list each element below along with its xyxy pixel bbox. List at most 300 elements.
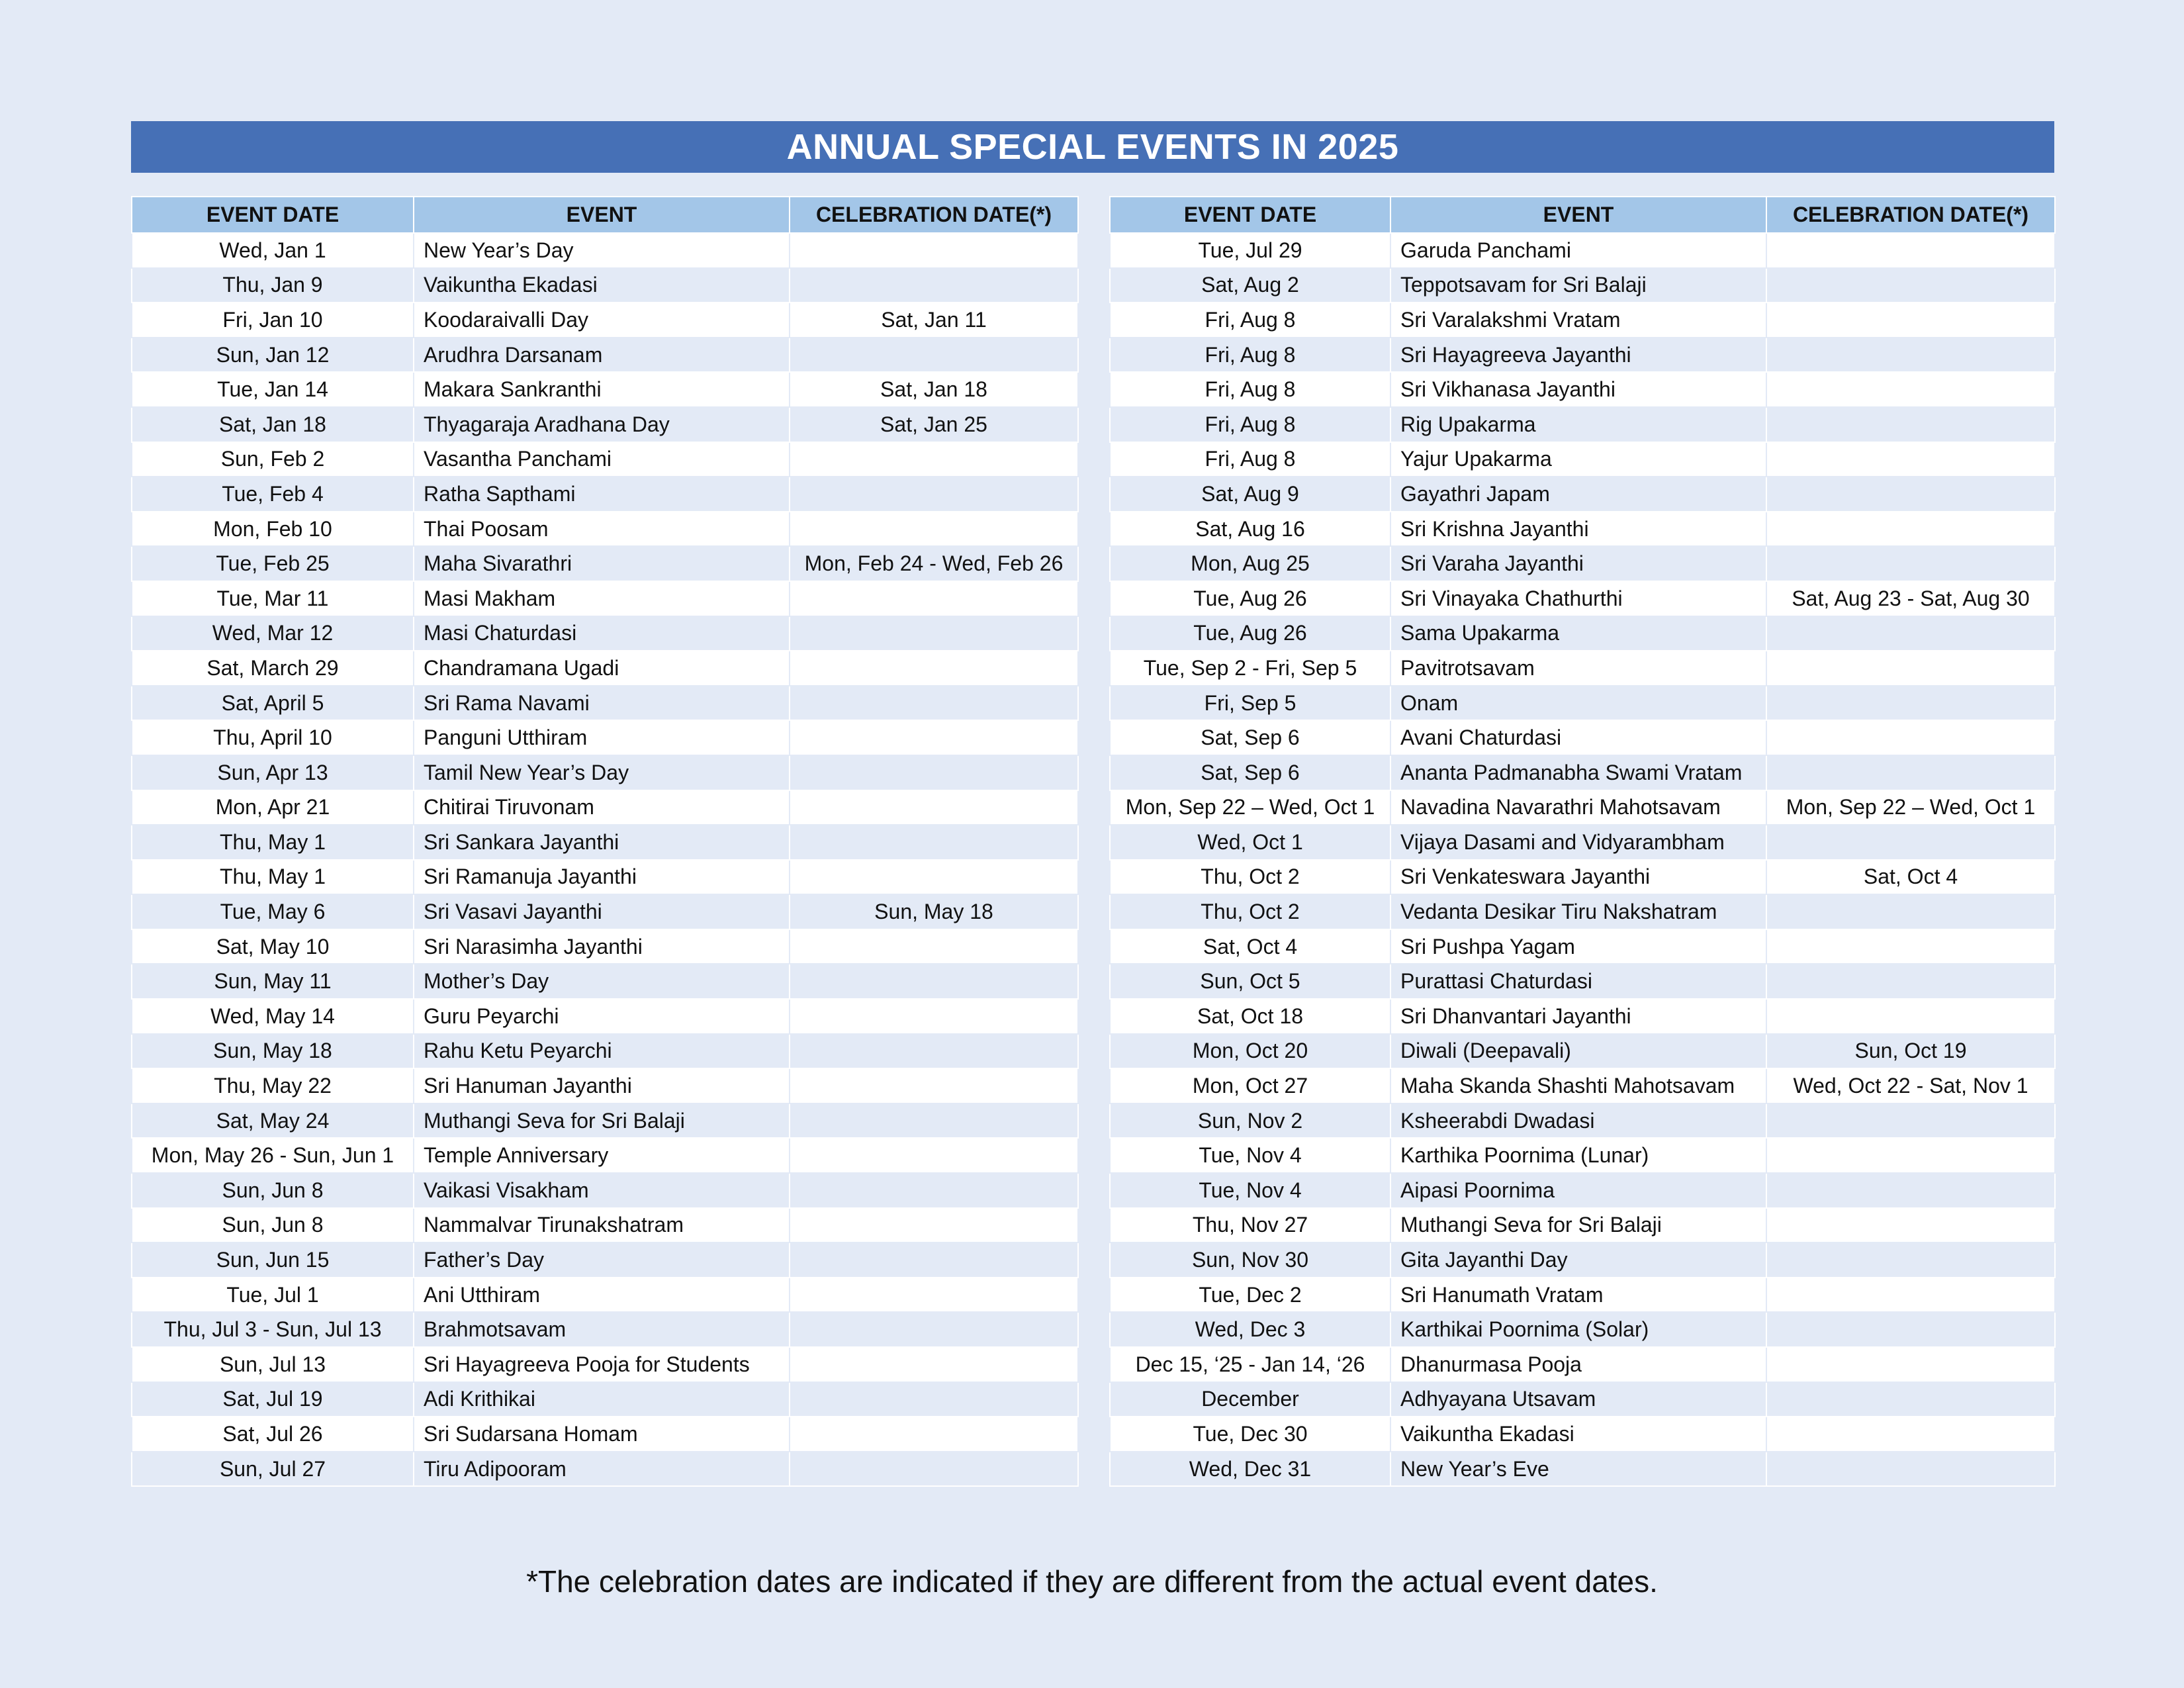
event-date-cell: Thu, May 1 <box>132 860 414 895</box>
table-row <box>1110 860 2055 895</box>
event-date-cell: Mon, Oct 27 <box>1110 1068 1390 1103</box>
event-date-cell: Sun, Jan 12 <box>132 338 414 373</box>
event-name-cell: Sri Vasavi Jayanthi <box>414 894 790 929</box>
header-event-date: EVENT DATE <box>1110 197 1390 233</box>
event-name-cell: Father’s Day <box>414 1243 790 1278</box>
table-row <box>1110 651 2055 686</box>
event-name-cell: Vijaya Dasami and Vidyarambham <box>1390 825 1766 860</box>
celebration-date-cell <box>790 1068 1078 1103</box>
event-name-cell: Karthika Poornima (Lunar) <box>1390 1138 1766 1173</box>
table-row <box>132 1452 1078 1487</box>
event-date-cell: Sat, May 10 <box>132 929 414 964</box>
celebration-date-cell <box>1766 825 2055 860</box>
table-row <box>1110 512 2055 547</box>
celebration-date-cell <box>1766 268 2055 303</box>
event-date-cell: Thu, Oct 2 <box>1110 894 1390 929</box>
event-date-cell: Thu, Oct 2 <box>1110 860 1390 895</box>
event-name-cell: Rig Upakarma <box>1390 407 1766 442</box>
event-name-cell: Chitirai Tiruvonam <box>414 790 790 825</box>
event-name-cell: Chandramana Ugadi <box>414 651 790 686</box>
event-date-cell: Sun, May 11 <box>132 964 414 999</box>
table-row <box>132 303 1078 338</box>
celebration-date-cell <box>1766 1173 2055 1208</box>
event-name-cell: Pavitrotsavam <box>1390 651 1766 686</box>
event-date-cell: Sat, Aug 16 <box>1110 512 1390 547</box>
event-name-cell: Dhanurmasa Pooja <box>1390 1347 1766 1382</box>
table-row <box>132 616 1078 651</box>
celebration-date-cell: Sun, Oct 19 <box>1766 1034 2055 1069</box>
celebration-date-cell <box>790 651 1078 686</box>
celebration-date-cell <box>790 268 1078 303</box>
event-date-cell: Mon, Oct 20 <box>1110 1034 1390 1069</box>
event-date-cell: Fri, Jan 10 <box>132 303 414 338</box>
event-name-cell: Vaikuntha Ekadasi <box>1390 1417 1766 1452</box>
celebration-date-cell <box>790 1278 1078 1313</box>
event-date-cell: Mon, May 26 - Sun, Jun 1 <box>132 1138 414 1173</box>
celebration-date-cell <box>1766 1208 2055 1243</box>
event-date-cell: Sun, Oct 5 <box>1110 964 1390 999</box>
event-date-cell: Sun, May 18 <box>132 1034 414 1069</box>
table-row <box>132 372 1078 407</box>
table-row <box>1110 442 2055 477</box>
event-date-cell: Wed, Jan 1 <box>132 233 414 268</box>
event-name-cell: Makara Sankranthi <box>414 372 790 407</box>
table-row <box>132 546 1078 581</box>
event-date-cell: Wed, Dec 31 <box>1110 1452 1390 1487</box>
celebration-date-cell <box>1766 1417 2055 1452</box>
event-name-cell: Teppotsavam for Sri Balaji <box>1390 268 1766 303</box>
event-name-cell: Masi Makham <box>414 581 790 616</box>
celebration-date-cell <box>790 1243 1078 1278</box>
celebration-date-cell <box>790 1034 1078 1069</box>
celebration-date-cell <box>1766 1278 2055 1313</box>
table-row <box>132 407 1078 442</box>
event-name-cell: Sri Varaha Jayanthi <box>1390 546 1766 581</box>
event-name-cell: Sama Upakarma <box>1390 616 1766 651</box>
event-date-cell: Tue, Jul 1 <box>132 1278 414 1313</box>
celebration-date-cell <box>790 720 1078 755</box>
table-row <box>1110 1173 2055 1208</box>
event-name-cell: New Year’s Eve <box>1390 1452 1766 1487</box>
header-event-date: EVENT DATE <box>132 197 414 233</box>
event-name-cell: Sri Narasimha Jayanthi <box>414 929 790 964</box>
event-name-cell: Sri Pushpa Yagam <box>1390 929 1766 964</box>
event-date-cell: Fri, Aug 8 <box>1110 407 1390 442</box>
event-name-cell: Sri Dhanvantari Jayanthi <box>1390 999 1766 1034</box>
table-row <box>1110 1417 2055 1452</box>
event-date-cell: Tue, Mar 11 <box>132 581 414 616</box>
table-row <box>132 1347 1078 1382</box>
table-row <box>1110 1068 2055 1103</box>
celebration-date-cell <box>1766 894 2055 929</box>
celebration-date-cell <box>1766 442 2055 477</box>
event-name-cell: Brahmotsavam <box>414 1312 790 1347</box>
celebration-date-cell <box>790 1173 1078 1208</box>
table-row <box>132 720 1078 755</box>
event-date-cell: Dec 15, ‘25 - Jan 14, ‘26 <box>1110 1347 1390 1382</box>
event-date-cell: Tue, Feb 4 <box>132 477 414 512</box>
event-name-cell: Maha Sivarathri <box>414 546 790 581</box>
events-table-left <box>131 196 1079 1487</box>
celebration-date-cell <box>1766 338 2055 373</box>
table-row <box>1110 929 2055 964</box>
event-date-cell: Tue, Dec 2 <box>1110 1278 1390 1313</box>
table-row <box>1110 1452 2055 1487</box>
event-date-cell: Sat, Oct 4 <box>1110 929 1390 964</box>
event-date-cell: Sun, Jun 8 <box>132 1208 414 1243</box>
table-row <box>1110 964 2055 999</box>
event-date-cell: Fri, Sep 5 <box>1110 686 1390 721</box>
table-row <box>132 1382 1078 1417</box>
event-date-cell: Sat, Sep 6 <box>1110 720 1390 755</box>
table-row <box>1110 407 2055 442</box>
event-name-cell: Gita Jayanthi Day <box>1390 1243 1766 1278</box>
event-date-cell: Tue, Jan 14 <box>132 372 414 407</box>
table-row <box>132 1208 1078 1243</box>
celebration-date-cell <box>1766 407 2055 442</box>
table-row <box>132 755 1078 790</box>
event-name-cell: Vedanta Desikar Tiru Nakshatram <box>1390 894 1766 929</box>
celebration-date-cell <box>790 338 1078 373</box>
event-date-cell: Wed, Dec 3 <box>1110 1312 1390 1347</box>
table-row <box>132 1068 1078 1103</box>
table-row <box>132 1138 1078 1173</box>
celebration-date-cell <box>790 1382 1078 1417</box>
event-name-cell: New Year’s Day <box>414 233 790 268</box>
page-title: ANNUAL SPECIAL EVENTS IN 2025 <box>131 121 2054 173</box>
celebration-date-cell <box>1766 1382 2055 1417</box>
celebration-date-cell <box>1766 1312 2055 1347</box>
event-name-cell: Guru Peyarchi <box>414 999 790 1034</box>
table-row <box>132 338 1078 373</box>
celebration-date-cell <box>1766 477 2055 512</box>
event-date-cell: Wed, May 14 <box>132 999 414 1034</box>
header-celebration-date: CELEBRATION DATE(*) <box>790 197 1078 233</box>
event-date-cell: Sat, Jul 19 <box>132 1382 414 1417</box>
event-name-cell: Vaikuntha Ekadasi <box>414 268 790 303</box>
celebration-date-cell <box>790 1417 1078 1452</box>
event-date-cell: Mon, Apr 21 <box>132 790 414 825</box>
table-row <box>1110 1382 2055 1417</box>
celebration-date-cell <box>1766 1103 2055 1139</box>
event-name-cell: Koodaraivalli Day <box>414 303 790 338</box>
event-date-cell: Tue, Jul 29 <box>1110 233 1390 268</box>
celebration-date-cell <box>1766 1243 2055 1278</box>
table-row <box>132 999 1078 1034</box>
event-date-cell: Mon, Feb 10 <box>132 512 414 547</box>
table-row <box>1110 894 2055 929</box>
celebration-date-cell <box>790 1103 1078 1139</box>
table-row <box>132 790 1078 825</box>
event-date-cell: Sun, Nov 30 <box>1110 1243 1390 1278</box>
event-name-cell: Sri Sankara Jayanthi <box>414 825 790 860</box>
table-header-row <box>1110 197 2055 233</box>
celebration-date-cell <box>790 616 1078 651</box>
event-name-cell: Garuda Panchami <box>1390 233 1766 268</box>
event-name-cell: Sri Vinayaka Chathurthi <box>1390 581 1766 616</box>
table-row <box>132 581 1078 616</box>
table-row <box>132 233 1078 268</box>
events-body-right <box>1110 233 2055 1486</box>
event-name-cell: Sri Venkateswara Jayanthi <box>1390 860 1766 895</box>
header-event: EVENT <box>1390 197 1766 233</box>
table-row <box>132 1173 1078 1208</box>
table-row <box>132 512 1078 547</box>
table-row <box>132 1243 1078 1278</box>
event-name-cell: Mother’s Day <box>414 964 790 999</box>
celebration-date-cell <box>790 1208 1078 1243</box>
celebration-date-cell <box>1766 233 2055 268</box>
celebration-date-cell <box>790 1347 1078 1382</box>
event-name-cell: Sri Rama Navami <box>414 686 790 721</box>
event-date-cell: Tue, Sep 2 - Fri, Sep 5 <box>1110 651 1390 686</box>
table-row <box>1110 268 2055 303</box>
table-header-row <box>132 197 1078 233</box>
event-name-cell: Vasantha Panchami <box>414 442 790 477</box>
celebration-date-cell: Sun, May 18 <box>790 894 1078 929</box>
event-name-cell: Thai Poosam <box>414 512 790 547</box>
event-name-cell: Navadina Navarathri Mahotsavam <box>1390 790 1766 825</box>
event-date-cell: Tue, Feb 25 <box>132 546 414 581</box>
event-date-cell: Sun, Apr 13 <box>132 755 414 790</box>
event-date-cell: Thu, Nov 27 <box>1110 1208 1390 1243</box>
table-row <box>1110 1103 2055 1139</box>
table-row <box>1110 581 2055 616</box>
celebration-date-cell <box>1766 616 2055 651</box>
event-name-cell: Vaikasi Visakham <box>414 1173 790 1208</box>
event-date-cell: Sat, Oct 18 <box>1110 999 1390 1034</box>
event-name-cell: Ani Utthiram <box>414 1278 790 1313</box>
table-row <box>132 825 1078 860</box>
table-row <box>1110 790 2055 825</box>
event-date-cell: Sat, Jan 18 <box>132 407 414 442</box>
event-name-cell: Ananta Padmanabha Swami Vratam <box>1390 755 1766 790</box>
event-name-cell: Avani Chaturdasi <box>1390 720 1766 755</box>
event-date-cell: Wed, Oct 1 <box>1110 825 1390 860</box>
event-date-cell: Thu, April 10 <box>132 720 414 755</box>
event-name-cell: Aipasi Poornima <box>1390 1173 1766 1208</box>
event-date-cell: Tue, Nov 4 <box>1110 1138 1390 1173</box>
event-name-cell: Diwali (Deepavali) <box>1390 1034 1766 1069</box>
table-row <box>1110 755 2055 790</box>
event-name-cell: Panguni Utthiram <box>414 720 790 755</box>
table-row <box>132 929 1078 964</box>
celebration-date-cell <box>790 1138 1078 1173</box>
celebration-date-cell <box>790 512 1078 547</box>
celebration-date-cell <box>1766 1347 2055 1382</box>
celebration-date-cell <box>790 442 1078 477</box>
event-name-cell: Sri Hayagreeva Jayanthi <box>1390 338 1766 373</box>
footnote: *The celebration dates are indicated if they are different from the actual event dates. <box>526 1564 1658 1599</box>
celebration-date-cell <box>790 233 1078 268</box>
table-row <box>1110 233 2055 268</box>
event-date-cell: Tue, Nov 4 <box>1110 1173 1390 1208</box>
event-date-cell: Sat, Aug 9 <box>1110 477 1390 512</box>
event-date-cell: Sat, May 24 <box>132 1103 414 1139</box>
table-row <box>1110 338 2055 373</box>
event-date-cell: December <box>1110 1382 1390 1417</box>
header-celebration-date: CELEBRATION DATE(*) <box>1766 197 2055 233</box>
event-name-cell: Muthangi Seva for Sri Balaji <box>414 1103 790 1139</box>
celebration-date-cell: Sat, Oct 4 <box>1766 860 2055 895</box>
event-name-cell: Tiru Adipooram <box>414 1452 790 1487</box>
celebration-date-cell: Sat, Aug 23 - Sat, Aug 30 <box>1766 581 2055 616</box>
table-row <box>1110 1208 2055 1243</box>
table-row <box>132 1278 1078 1313</box>
event-date-cell: Sat, Jul 26 <box>132 1417 414 1452</box>
celebration-date-cell <box>1766 929 2055 964</box>
table-row <box>1110 477 2055 512</box>
event-name-cell: Adhyayana Utsavam <box>1390 1382 1766 1417</box>
event-name-cell: Ksheerabdi Dwadasi <box>1390 1103 1766 1139</box>
event-date-cell: Fri, Aug 8 <box>1110 303 1390 338</box>
table-row <box>1110 825 2055 860</box>
event-date-cell: Mon, Sep 22 – Wed, Oct 1 <box>1110 790 1390 825</box>
celebration-date-cell <box>790 999 1078 1034</box>
celebration-date-cell <box>1766 755 2055 790</box>
table-row <box>132 964 1078 999</box>
event-name-cell: Muthangi Seva for Sri Balaji <box>1390 1208 1766 1243</box>
table-row <box>1110 303 2055 338</box>
event-date-cell: Sat, Aug 2 <box>1110 268 1390 303</box>
celebration-date-cell <box>1766 999 2055 1034</box>
celebration-date-cell <box>790 1312 1078 1347</box>
table-row <box>1110 616 2055 651</box>
table-row <box>1110 686 2055 721</box>
celebration-date-cell <box>790 790 1078 825</box>
celebration-date-cell <box>790 929 1078 964</box>
celebration-date-cell <box>1766 303 2055 338</box>
celebration-date-cell <box>1766 372 2055 407</box>
celebration-date-cell <box>790 860 1078 895</box>
events-table-right <box>1109 196 2056 1487</box>
table-row <box>1110 1034 2055 1069</box>
event-name-cell: Sri Krishna Jayanthi <box>1390 512 1766 547</box>
event-date-cell: Tue, May 6 <box>132 894 414 929</box>
table-row <box>132 1103 1078 1139</box>
celebration-date-cell <box>1766 546 2055 581</box>
event-date-cell: Wed, Mar 12 <box>132 616 414 651</box>
event-name-cell: Sri Hanumath Vratam <box>1390 1278 1766 1313</box>
celebration-date-cell <box>1766 1138 2055 1173</box>
event-name-cell: Adi Krithikai <box>414 1382 790 1417</box>
event-name-cell: Gayathri Japam <box>1390 477 1766 512</box>
table-row <box>132 1034 1078 1069</box>
event-name-cell: Rahu Ketu Peyarchi <box>414 1034 790 1069</box>
celebration-date-cell <box>1766 964 2055 999</box>
event-date-cell: Sun, Jun 15 <box>132 1243 414 1278</box>
event-date-cell: Sun, Nov 2 <box>1110 1103 1390 1139</box>
event-date-cell: Thu, May 1 <box>132 825 414 860</box>
celebration-date-cell <box>1766 1452 2055 1487</box>
table-row <box>132 651 1078 686</box>
event-name-cell: Arudhra Darsanam <box>414 338 790 373</box>
event-date-cell: Thu, Jan 9 <box>132 268 414 303</box>
event-date-cell: Sat, Sep 6 <box>1110 755 1390 790</box>
table-row <box>132 268 1078 303</box>
event-name-cell: Sri Varalakshmi Vratam <box>1390 303 1766 338</box>
event-date-cell: Fri, Aug 8 <box>1110 442 1390 477</box>
celebration-date-cell: Mon, Feb 24 - Wed, Feb 26 <box>790 546 1078 581</box>
event-date-cell: Sat, April 5 <box>132 686 414 721</box>
table-row <box>132 1417 1078 1452</box>
celebration-date-cell <box>790 825 1078 860</box>
event-name-cell: Temple Anniversary <box>414 1138 790 1173</box>
celebration-date-cell <box>1766 512 2055 547</box>
event-name-cell: Sri Sudarsana Homam <box>414 1417 790 1452</box>
celebration-date-cell <box>790 477 1078 512</box>
celebration-date-cell <box>790 964 1078 999</box>
event-name-cell: Thyagaraja Aradhana Day <box>414 407 790 442</box>
event-name-cell: Maha Skanda Shashti Mahotsavam <box>1390 1068 1766 1103</box>
event-name-cell: Masi Chaturdasi <box>414 616 790 651</box>
event-name-cell: Yajur Upakarma <box>1390 442 1766 477</box>
event-date-cell: Sun, Jun 8 <box>132 1173 414 1208</box>
table-row <box>1110 1278 2055 1313</box>
table-row <box>1110 720 2055 755</box>
celebration-date-cell <box>790 1452 1078 1487</box>
table-row <box>1110 1243 2055 1278</box>
table-row <box>1110 372 2055 407</box>
event-name-cell: Tamil New Year’s Day <box>414 755 790 790</box>
header-event: EVENT <box>414 197 790 233</box>
table-row <box>1110 546 2055 581</box>
event-name-cell: Karthikai Poornima (Solar) <box>1390 1312 1766 1347</box>
celebration-date-cell <box>790 755 1078 790</box>
event-date-cell: Sat, March 29 <box>132 651 414 686</box>
event-name-cell: Sri Vikhanasa Jayanthi <box>1390 372 1766 407</box>
table-row <box>1110 1347 2055 1382</box>
event-date-cell: Thu, Jul 3 - Sun, Jul 13 <box>132 1312 414 1347</box>
table-row <box>1110 999 2055 1034</box>
event-date-cell: Tue, Aug 26 <box>1110 581 1390 616</box>
table-row <box>1110 1138 2055 1173</box>
table-row <box>132 442 1078 477</box>
celebration-date-cell: Wed, Oct 22 - Sat, Nov 1 <box>1766 1068 2055 1103</box>
event-date-cell: Thu, May 22 <box>132 1068 414 1103</box>
celebration-date-cell: Mon, Sep 22 – Wed, Oct 1 <box>1766 790 2055 825</box>
events-body-left <box>132 233 1078 1486</box>
table-row <box>132 860 1078 895</box>
celebration-date-cell <box>1766 651 2055 686</box>
event-name-cell: Sri Ramanuja Jayanthi <box>414 860 790 895</box>
event-name-cell: Purattasi Chaturdasi <box>1390 964 1766 999</box>
celebration-date-cell: Sat, Jan 25 <box>790 407 1078 442</box>
celebration-date-cell: Sat, Jan 18 <box>790 372 1078 407</box>
table-row <box>132 477 1078 512</box>
event-date-cell: Sun, Feb 2 <box>132 442 414 477</box>
celebration-date-cell: Sat, Jan 11 <box>790 303 1078 338</box>
table-row <box>132 686 1078 721</box>
event-date-cell: Sun, Jul 27 <box>132 1452 414 1487</box>
event-name-cell: Ratha Sapthami <box>414 477 790 512</box>
celebration-date-cell <box>790 686 1078 721</box>
table-row <box>132 894 1078 929</box>
event-name-cell: Sri Hanuman Jayanthi <box>414 1068 790 1103</box>
celebration-date-cell <box>790 581 1078 616</box>
event-name-cell: Nammalvar Tirunakshatram <box>414 1208 790 1243</box>
event-name-cell: Onam <box>1390 686 1766 721</box>
table-row <box>132 1312 1078 1347</box>
event-date-cell: Tue, Dec 30 <box>1110 1417 1390 1452</box>
table-row <box>1110 1312 2055 1347</box>
event-date-cell: Fri, Aug 8 <box>1110 372 1390 407</box>
celebration-date-cell <box>1766 720 2055 755</box>
event-name-cell: Sri Hayagreeva Pooja for Students <box>414 1347 790 1382</box>
celebration-date-cell <box>1766 686 2055 721</box>
event-date-cell: Tue, Aug 26 <box>1110 616 1390 651</box>
event-date-cell: Sun, Jul 13 <box>132 1347 414 1382</box>
